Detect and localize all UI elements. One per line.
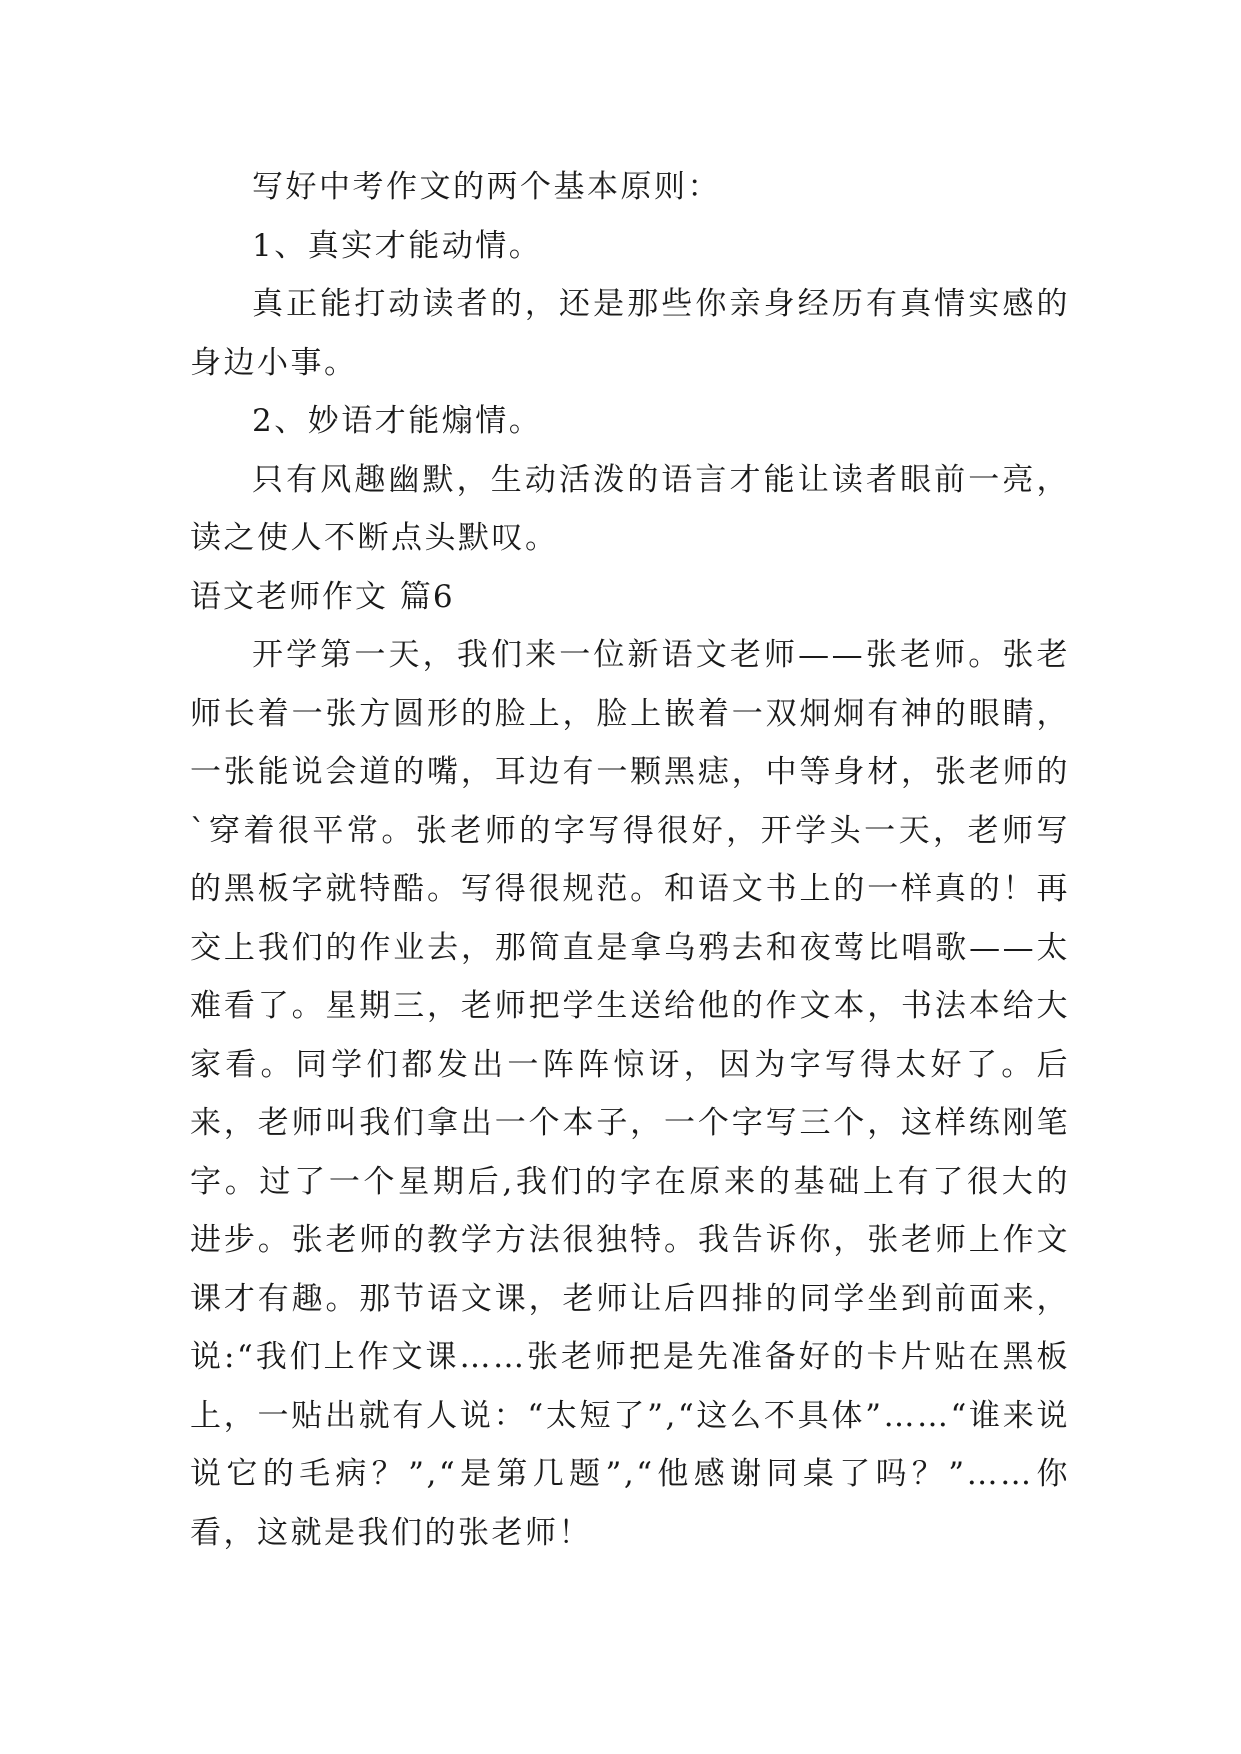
principle-1-heading: 1、真实才能动情。: [252, 227, 543, 264]
section-heading: 语文老师作文 篇6: [190, 578, 455, 615]
intro-title: 写好中考作文的两个基本原则：: [252, 169, 721, 205]
principle-2-heading: 2、妙语才能煽情。: [252, 403, 543, 439]
essay-paragraph: 开学第一天，我们来一位新语文老师——张老师。张老师长着一张方圆形的脸上，脸上嵌着一双炯炯有神的眼睛，一张能说会道的嘴，耳边有一颗黑痣，中等身材，张老师的`穿着很平常。张老师的字写得很好，开学头一天，老师写的黑板字就特酷。写得很规范。和语文书上的一样真的！再交上我们的作业去，那简直是拿乌鸦去和夜莺比唱歌——太难看了。星期三，老师把学生送给他的作文本，书法本给大家看。同学们都发出一阵阵惊讶，因为字写得太好了。后来，老师叫我们拿出一个本子，一个字写三个，这样练刚笔字。过了一个星期后,我们的字在原来的基础上有了很大的进步。张老师的教学方法很独特。我告诉你，张老师上作文课才有趣。那节语文课，老师让后四排的同学坐到前面来，说:“我们上作文课……张老师把是先准备好的卡片贴在黑板上，一贴出就有人说：“太短了”,“这么不具体”……“谁来说说它的毛病？”,“是第几题”,“他感谢同桌了吗？”……你看，这就是我们的张老师！: [190, 637, 1070, 1551]
principle-2-text: 只有风趣幽默，生动活泼的语言才能让读者眼前一亮，读之使人不断点头默叹。: [190, 461, 1070, 556]
principle-1-text: 真正能打动读者的，还是那些你亲身经历有真情实感的身边小事。: [190, 286, 1070, 381]
document-body: [190, 158, 1070, 1562]
